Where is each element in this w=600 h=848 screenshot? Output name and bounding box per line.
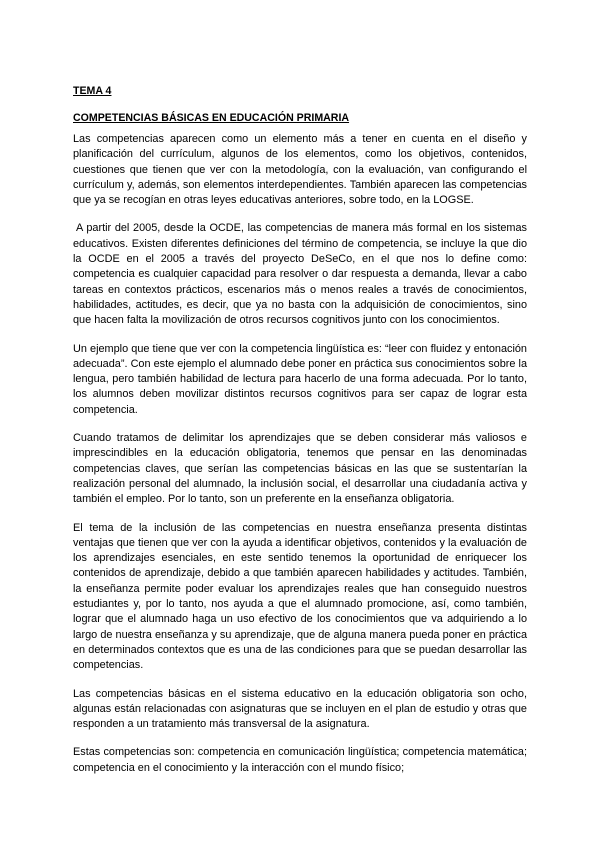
topic-number: TEMA 4 — [73, 85, 112, 97]
paragraph-eight-competences: Las competencias básicas en el sistema educativo en la educación obligatoria son ocho, algunas están relacionadas con asignaturas que se incluyen en el plan de estudio y otras que responden a un tratamiento más transversal de la asignatura. — [73, 687, 527, 731]
page-title: COMPETENCIAS BÁSICAS EN EDUCACIÓN PRIMARIA — [73, 112, 350, 124]
paragraph-ocde-definition: A partir del 2005, desde la OCDE, las competencias de manera más formal en los sistemas educativos. Existen diferentes definiciones del término de competencia, se incluye la que dio la OCDE en el 2005 a través del proyecto DeSeCo, en el que nos lo define como: competencia es cualquier capacidad para resolver o dar respuesta a demanda, llevar a cabo tareas en contextos prácticos, escenarios más o menos reales a través de conocimientos, habilidades, actitudes, es decir, que ya no basta con la adquisición de conocimientos, sino que hacen falta la movilización de otros recursos cognitivos junto con los conocimientos. — [73, 222, 527, 327]
paragraph-competence-list: Estas competencias son: competencia en comunicación lingüística; competencia matemática; competencia en el conocimiento y la interacción con el mundo físico; — [73, 746, 527, 774]
paragraph-linguistic-example: Un ejemplo que tiene que ver con la competencia lingüística es: “leer con fluidez y entonación adecuada”. Con este ejemplo el alumnado debe poner en práctica sus conocimientos sobre la lengua, pero también habilidad de lectura para hacerlo de una forma adecuada. Por lo tanto, los alumnos deben movilizar distintos recursos cognitivos para ser capaz de lograr esta competencia. — [73, 342, 527, 416]
paragraph-key-competences: Cuando tratamos de delimitar los aprendizajes que se deben considerar más valiosos e imprescindibles en la educación obligatoria, tenemos que pensar en las denominadas competencias claves, que serían las competencias básicas en las que se sustentarían la realización personal del alumnado, la inclusión social, el desarrollar una ciudadanía activa y también el empleo. Por lo tanto, son un preferente en la enseñanza obligatoria. — [73, 432, 527, 506]
paragraph-advantages: El tema de la inclusión de las competencias en nuestra enseñanza presenta distintas ventajas que tienen que ver con la ayuda a identificar objetivos, contenidos y la evaluación de los aprendizajes esenciales, en este sentido tenemos la oportunidad de enriquecer los contenidos de aprendizaje, debido a que también aparecen habilidades y actitudes. También, la enseñanza permite poder evaluar los aprendizajes reales que han conseguido nuestros estudiantes y, por lo tanto, nos ayuda a que el alumnado promocione, así, como también, lograr que el alumnado haga un uso efectivo de los conocimientos que va adquiriendo a lo largo de nuestra enseñanza y su aprendizaje, que de alguna manera pueda poner en práctica en determinados contextos que es una de las condiciones para que se puedan desarrollar las competencias. — [73, 521, 527, 672]
paragraph-intro: Las competencias aparecen como un elemento más a tener en cuenta en el diseño y planificación del currículum, algunos de los elementos, como los objetivos, contenidos, cuestiones que tienen que ver con la metodología, con la evaluación, van configurando el currículum y, además, son elementos interdependientes. También aparecen las competencias que ya se recogían en otras leyes educativas anteriores, sobre todo, en la LOGSE. — [73, 133, 527, 207]
